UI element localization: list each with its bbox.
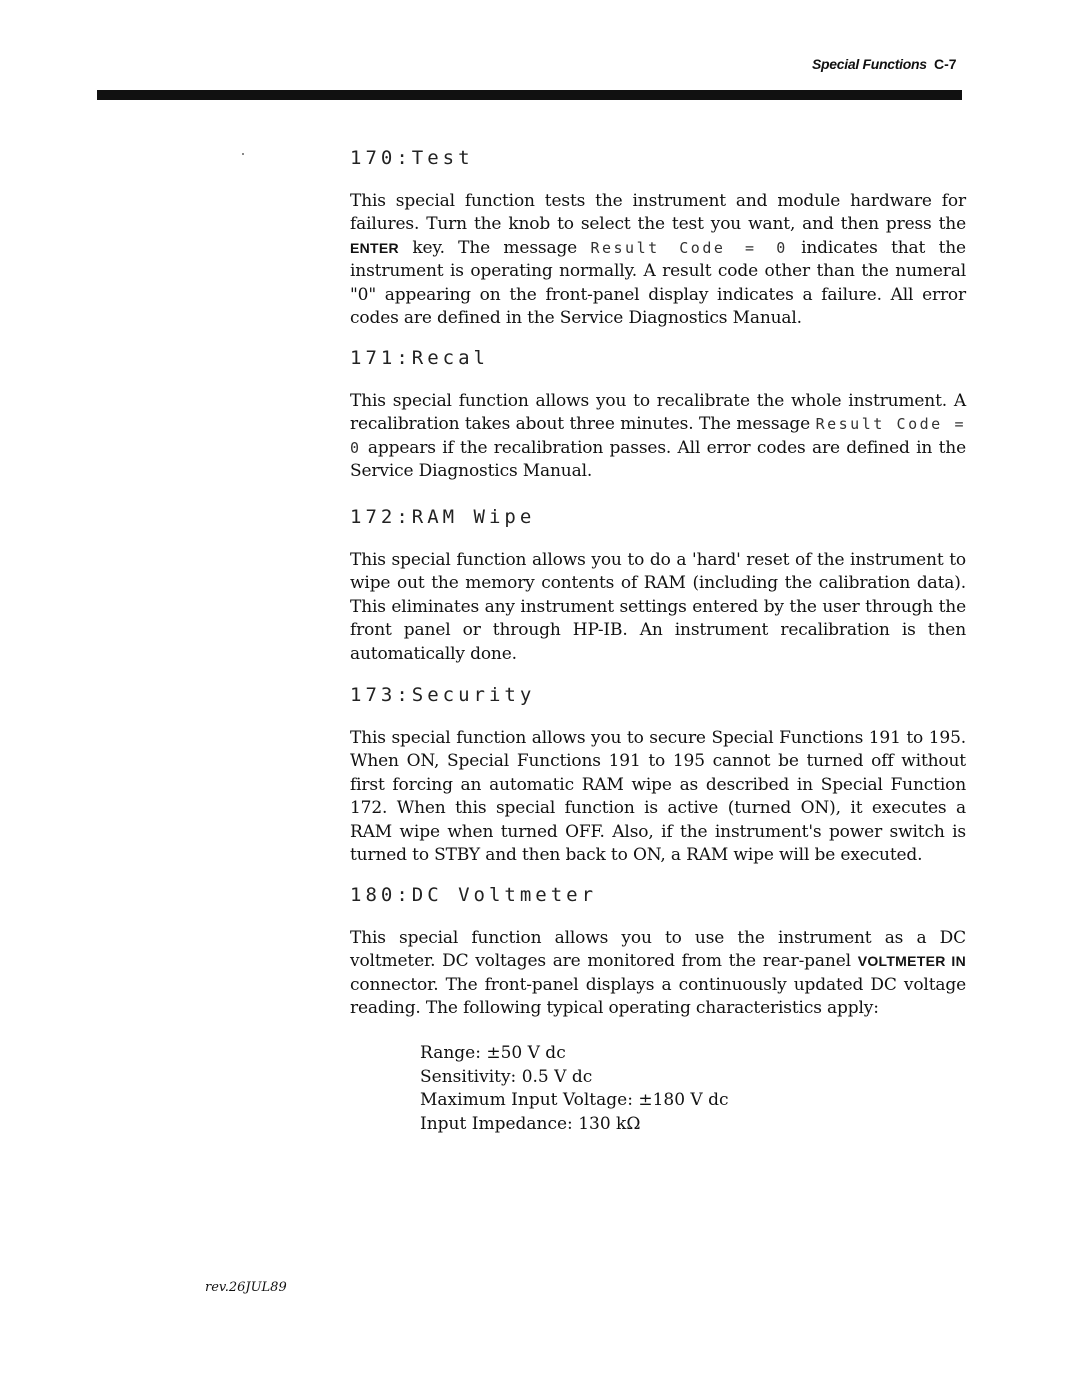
voltmeter-in-key-label: VOLTMETER IN: [857, 953, 966, 970]
display-message: Result Code = 0: [350, 415, 966, 457]
spec-max-input-voltage: Maximum Input Voltage: ±180 V dc: [420, 1090, 729, 1110]
spec-range: Range: ±50 V dc: [420, 1043, 566, 1063]
header-page-number: C-7: [934, 56, 957, 72]
section-180-dc-voltmeter: [350, 883, 966, 1021]
section-paragraph: This special function allows you to secure Special Functions 191 to 195. When ON, Special Functions 191 to 195 cannot be turned off without first forcing an automatic RAM wipe as described in Special Function 172. When this special function is active (turned ON), it executes a RAM wipe when turned OFF. Also, if the instrument's power switch is turned to STBY and then back to ON, a RAM wipe will be executed.: [350, 728, 966, 866]
scan-speck: [242, 153, 244, 155]
enter-key-label: ENTER: [350, 239, 399, 256]
section-170-test: [350, 146, 966, 330]
section-heading: 180:DC Voltmeter: [350, 884, 598, 906]
section-heading: 173:Security: [350, 684, 536, 706]
spec-sensitivity: Sensitivity: 0.5 V dc: [420, 1066, 593, 1087]
voltmeter-spec-list: [420, 1042, 729, 1136]
spec-input-impedance: Input Impedance: 130 kΩ: [420, 1113, 641, 1134]
section-172-ram-wipe: [350, 505, 966, 666]
display-message: Result Code = 0: [590, 238, 788, 257]
section-heading: 171:Recal: [350, 347, 489, 369]
section-paragraph: This special function allows you to do a 'hard' reset of the instrument to wipe out the memory contents of RAM (including the calibration data). This eliminates any instrument settings entered by the user through the front panel or through HP-IB. An instrument recalibration is then automatically done.: [350, 550, 966, 664]
section-171-recal: [350, 346, 966, 484]
section-heading: 170:Test: [350, 147, 474, 169]
section-paragraph: This special function allows you to recalibrate the whole instrument. A recalibration takes about three minutes. The message Result Code = 0 appears if the recalibration passes. All error codes are defined in the Service Diagnostics Manual.: [350, 391, 966, 482]
header-rule: [97, 90, 962, 100]
page-header: [0, 56, 962, 78]
section-173-security: [350, 683, 966, 867]
header-section-title: Special Functions: [812, 56, 927, 72]
revision-footer: rev.26JUL89: [205, 1280, 287, 1295]
section-paragraph: This special function tests the instrument and module hardware for failures. Turn the knob to select the test you want, and then press the ENTER key. The message Result Code = 0 indicates that the instrument is operating normally. A result code other than the numeral "0" appearing on the front-panel display indicates a failure. All error codes are defined in the Service Diagnostics Manual.: [350, 191, 966, 329]
section-paragraph: This special function allows you to use the instrument as a DC voltmeter. DC voltages are monitored from the rear-panel VOLTMETER IN connector. The front-panel displays a continuously updated DC voltage reading. The following typical operating characteristics apply:: [350, 928, 966, 1019]
section-heading: 172:RAM Wipe: [350, 506, 536, 528]
